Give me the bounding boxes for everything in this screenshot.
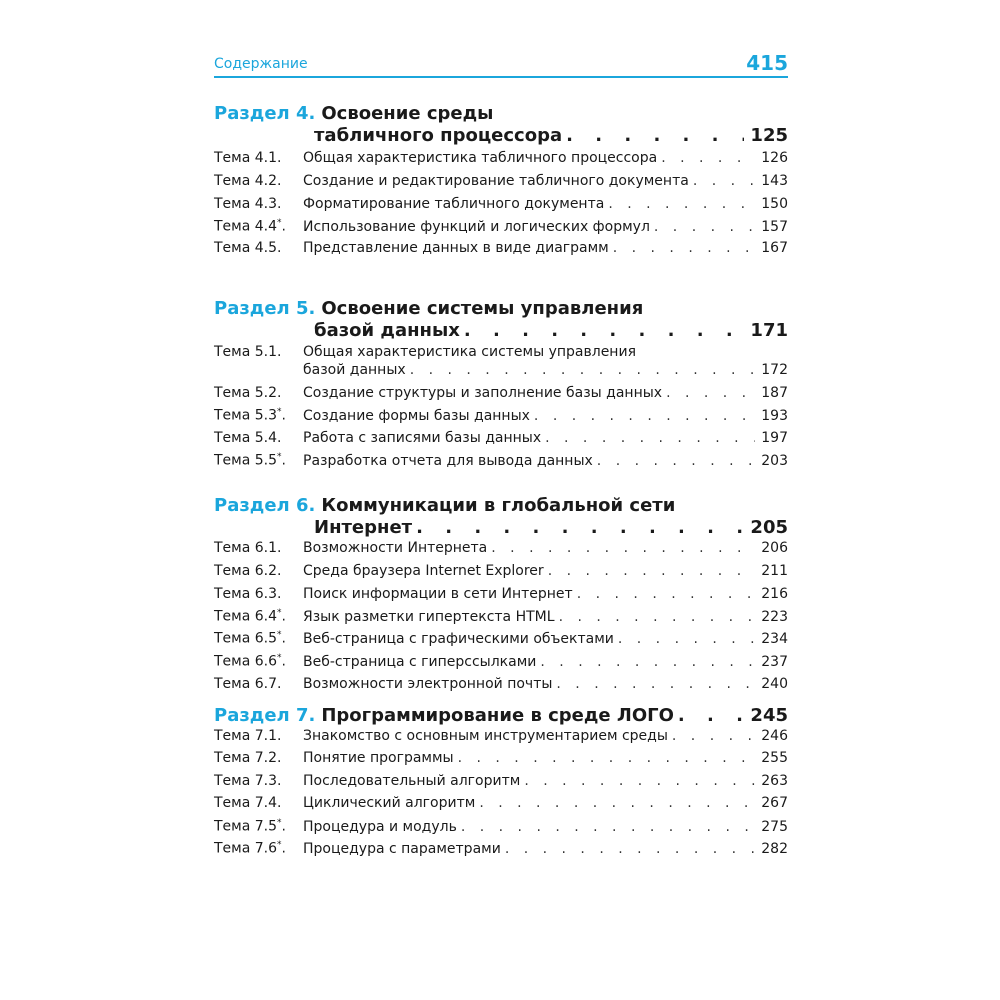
topic-number <box>214 540 303 556</box>
topic-page-number: 126 <box>761 150 788 166</box>
topic-number-text: Тема 6.6 <box>214 653 278 670</box>
topic-title: Работа с записями базы данных <box>303 430 542 446</box>
toc-entry[interactable] <box>214 586 788 608</box>
header-page-number: 415 <box>746 51 788 75</box>
section-page-number: 205 <box>750 517 788 538</box>
dot-leader <box>608 196 755 212</box>
topic-title: Разработка отчета для вывода данных <box>303 452 593 469</box>
topic-title: Веб-страница с гиперссылками <box>303 653 537 670</box>
topic-number-text: Тема 7.2. <box>214 750 282 766</box>
topic-page-number: 187 <box>761 385 788 401</box>
topic-title: Представление данных в виде диаграмм <box>303 240 609 256</box>
toc-entry[interactable] <box>214 750 788 772</box>
topic-entry <box>303 240 788 256</box>
topic-number-text: Тема 7.1. <box>214 728 282 744</box>
dot-leader <box>577 586 756 602</box>
topic-number-text: Тема 5.5 <box>214 452 278 469</box>
dot-leader <box>479 795 755 811</box>
topic-title: Среда браузера Internet Explorer <box>303 563 544 579</box>
section-page-number: 245 <box>750 705 788 726</box>
topic-number-text: Тема 6.7. <box>214 676 282 692</box>
section-label: Раздел 7. <box>214 705 316 726</box>
topic-entry <box>303 841 788 857</box>
topic-title: базой данных <box>303 362 406 378</box>
topic-number <box>214 676 303 692</box>
topic-number-text: Тема 4.1. <box>214 150 282 166</box>
dot-leader <box>678 705 745 726</box>
section-heading-line2[interactable] <box>314 517 788 538</box>
toc-entry[interactable] <box>214 773 788 795</box>
toc-entry[interactable] <box>214 540 788 562</box>
optional-asterisk: * <box>277 407 282 417</box>
dot-leader <box>556 676 755 692</box>
optional-asterisk: * <box>277 630 282 640</box>
topic-page-number: 240 <box>761 676 788 692</box>
topic-entry <box>303 362 788 378</box>
topic-number-text: Тема 6.4 <box>214 608 278 625</box>
topic-entry <box>303 219 788 235</box>
dot-leader <box>548 563 756 579</box>
topic-page-number: 267 <box>761 795 788 811</box>
toc-entry[interactable] <box>214 840 788 862</box>
topic-number-text: Тема 4.4 <box>214 218 278 235</box>
topic-number <box>214 773 303 789</box>
page-header <box>214 44 788 78</box>
topic-title: Возможности электронной почты <box>303 676 553 692</box>
dot-leader <box>461 819 755 835</box>
dot-leader <box>545 430 755 446</box>
topic-number-text: Тема 7.4. <box>214 795 282 811</box>
topic-number <box>214 563 303 579</box>
topic-title: Понятие программы <box>303 750 454 766</box>
toc-entry[interactable] <box>214 385 788 407</box>
section-heading <box>214 298 647 319</box>
section-title-line2: Интернет <box>314 517 413 538</box>
topic-page-number: 157 <box>761 218 788 235</box>
topic-page-number: 216 <box>761 586 788 602</box>
topic-entry <box>303 773 788 789</box>
topic-title: Возможности Интернета <box>303 540 488 556</box>
section-title-line1: Освоение системы управления <box>321 298 644 319</box>
topic-number <box>214 430 303 446</box>
section-title-line1: Освоение среды <box>321 103 494 124</box>
section-page-number: 125 <box>750 125 788 146</box>
topic-title: Форматирование табличного документа <box>303 196 605 212</box>
section-title-line1: Коммуникации в глобальной сети <box>321 495 676 516</box>
optional-asterisk: * <box>277 653 282 663</box>
section-heading-line2[interactable] <box>314 125 788 146</box>
topic-page-number: 143 <box>761 173 788 189</box>
topic-number <box>214 750 303 766</box>
topic-entry <box>303 196 788 212</box>
topic-number-text: Тема 5.2. <box>214 385 282 401</box>
dot-leader <box>672 728 755 744</box>
topic-title: Знакомство с основным инструментарием среды <box>303 728 668 744</box>
topic-entry <box>303 631 788 647</box>
topic-entry <box>303 819 788 835</box>
dot-leader <box>458 750 756 766</box>
topic-number <box>214 728 303 744</box>
section-label: Раздел 5. <box>214 298 316 319</box>
topic-page-number: 282 <box>761 840 788 857</box>
toc-entry[interactable] <box>214 818 788 840</box>
topic-entry <box>303 563 788 579</box>
toc-entry[interactable] <box>214 150 788 172</box>
topic-number <box>214 385 303 401</box>
toc-entry[interactable] <box>214 407 788 429</box>
topic-page-number: 275 <box>761 818 788 835</box>
topic-number: Тема 5.3*. <box>214 407 286 424</box>
topic-title: Создание и редактирование табличного документа <box>303 173 689 189</box>
topic-title: Последовательный алгоритм <box>303 773 521 789</box>
topic-page-number: 150 <box>761 196 788 212</box>
topic-entry <box>303 385 788 401</box>
topic-number-text: Тема 4.5. <box>214 240 282 256</box>
toc-entry[interactable] <box>214 653 788 675</box>
topic-page-number: 246 <box>761 728 788 744</box>
optional-asterisk: * <box>277 818 282 828</box>
topic-number-text: Тема 7.5 <box>214 818 278 835</box>
topic-title: Создание структуры и заполнение базы данных <box>303 385 663 401</box>
dot-leader <box>524 773 755 789</box>
topic-page-number: 203 <box>761 452 788 469</box>
topic-page-number: 193 <box>761 407 788 424</box>
toc-entry[interactable] <box>214 608 788 630</box>
topic-number-text: Тема 5.3 <box>214 407 278 424</box>
topic-title: Процедура и модуль <box>303 818 457 835</box>
topic-entry <box>303 654 788 670</box>
topic-number-text: Тема 4.3. <box>214 196 282 212</box>
section-title-line2: табличного процессора <box>314 125 563 146</box>
dot-leader <box>597 453 755 469</box>
topic-entry <box>303 750 788 766</box>
topic-number: Тема 5.5*. <box>214 452 286 469</box>
topic-title: Веб-страница с графическими объектами <box>303 630 614 647</box>
topic-title: Процедура с параметрами <box>303 840 501 857</box>
topic-number: Тема 6.6*. <box>214 653 286 670</box>
topic-title: Общая характеристика табличного процессора <box>303 150 658 166</box>
topic-entry <box>303 430 788 446</box>
toc-entry[interactable] <box>214 240 788 262</box>
dot-leader <box>566 125 744 146</box>
dot-leader <box>666 385 755 401</box>
topic-number-text: Тема 5.1. <box>214 344 282 360</box>
toc-entry[interactable] <box>214 218 788 240</box>
topic-number <box>214 150 303 166</box>
topic-number <box>214 795 303 811</box>
topic-title: Поиск информации в сети Интернет <box>303 586 573 602</box>
topic-page-number: 197 <box>761 430 788 446</box>
topic-title: Создание формы базы данных <box>303 407 530 424</box>
topic-number-row <box>214 344 303 366</box>
toc-entry[interactable] <box>214 196 788 218</box>
toc-entry[interactable] <box>214 795 788 817</box>
dot-leader <box>491 540 755 556</box>
topic-number: Тема 7.5*. <box>214 818 286 835</box>
topic-number <box>214 196 303 212</box>
section-heading <box>214 103 497 124</box>
topic-page-number: 167 <box>761 240 788 256</box>
topic-number-text: Тема 5.4. <box>214 430 282 446</box>
optional-asterisk: * <box>277 608 282 618</box>
toc-entry[interactable] <box>214 430 788 452</box>
topic-entry <box>303 728 788 744</box>
toc-entry[interactable] <box>214 452 788 474</box>
topic-number-text: Тема 6.5 <box>214 630 278 647</box>
section-label: Раздел 4. <box>214 103 316 124</box>
topic-entry <box>303 609 788 625</box>
dot-leader <box>693 173 755 189</box>
topic-page-number: 223 <box>761 608 788 625</box>
dot-leader <box>416 517 744 538</box>
topic-number <box>214 586 303 602</box>
dot-leader <box>540 654 755 670</box>
section-label: Раздел 6. <box>214 495 316 516</box>
topic-entry <box>303 586 788 602</box>
optional-asterisk: * <box>277 452 282 462</box>
dot-leader <box>613 240 756 256</box>
header-title: Содержание <box>214 56 308 72</box>
topic-title: Язык разметки гипертекста HTML <box>303 608 555 625</box>
dot-leader <box>559 609 756 625</box>
topic-entry <box>303 676 788 692</box>
section-page-number: 171 <box>750 320 788 341</box>
section-title-line2: базой данных <box>314 320 460 341</box>
dot-leader <box>410 362 756 378</box>
topic-number-text: Тема 6.2. <box>214 563 282 579</box>
section-heading-line2[interactable] <box>314 320 788 341</box>
topic-page-number: 237 <box>761 653 788 670</box>
topic-entry <box>303 150 788 166</box>
toc-entry[interactable] <box>214 630 788 652</box>
topic-number: Тема 6.5*. <box>214 630 286 647</box>
optional-asterisk: * <box>277 218 282 228</box>
topic-page-number: 211 <box>761 563 788 579</box>
topic-entry <box>303 540 788 556</box>
dot-leader <box>618 631 755 647</box>
dot-leader <box>464 320 745 341</box>
topic-title: Использование функций и логических формул <box>303 218 650 235</box>
topic-number-text: Тема 6.1. <box>214 540 282 556</box>
topic-number: Тема 4.4*. <box>214 218 286 235</box>
topic-page-number: 234 <box>761 630 788 647</box>
section-title-line1: Программирование в среде ЛОГО <box>321 705 674 726</box>
topic-number-text: Тема 4.2. <box>214 173 282 189</box>
dot-leader <box>534 408 755 424</box>
topic-number-text: Тема 7.6 <box>214 840 278 857</box>
topic-number-text: Тема 6.3. <box>214 586 282 602</box>
toc-entry[interactable] <box>214 676 788 698</box>
topic-entry <box>303 173 788 189</box>
topic-entry <box>303 795 788 811</box>
dot-leader <box>661 150 755 166</box>
topic-number <box>214 173 303 189</box>
topic-page-number: 206 <box>761 540 788 556</box>
topic-page-number: 172 <box>761 362 788 378</box>
section-heading <box>214 495 679 516</box>
topic-number-text: Тема 7.3. <box>214 773 282 789</box>
topic-entry <box>303 453 788 469</box>
topic-title-line1: Общая характеристика системы управления <box>303 344 636 360</box>
dot-leader <box>654 219 755 235</box>
topic-entry <box>303 408 788 424</box>
section-heading[interactable] <box>214 705 788 726</box>
dot-leader <box>505 841 755 857</box>
toc-entry[interactable] <box>214 728 788 750</box>
toc-entry[interactable] <box>214 173 788 195</box>
topic-number: Тема 7.6*. <box>214 840 286 857</box>
topic-page-number: 263 <box>761 773 788 789</box>
topic-page-number: 255 <box>761 750 788 766</box>
toc-entry[interactable] <box>214 563 788 585</box>
topic-number <box>214 240 303 256</box>
topic-number: Тема 6.4*. <box>214 608 286 625</box>
topic-title: Циклический алгоритм <box>303 795 476 811</box>
optional-asterisk: * <box>277 840 282 850</box>
